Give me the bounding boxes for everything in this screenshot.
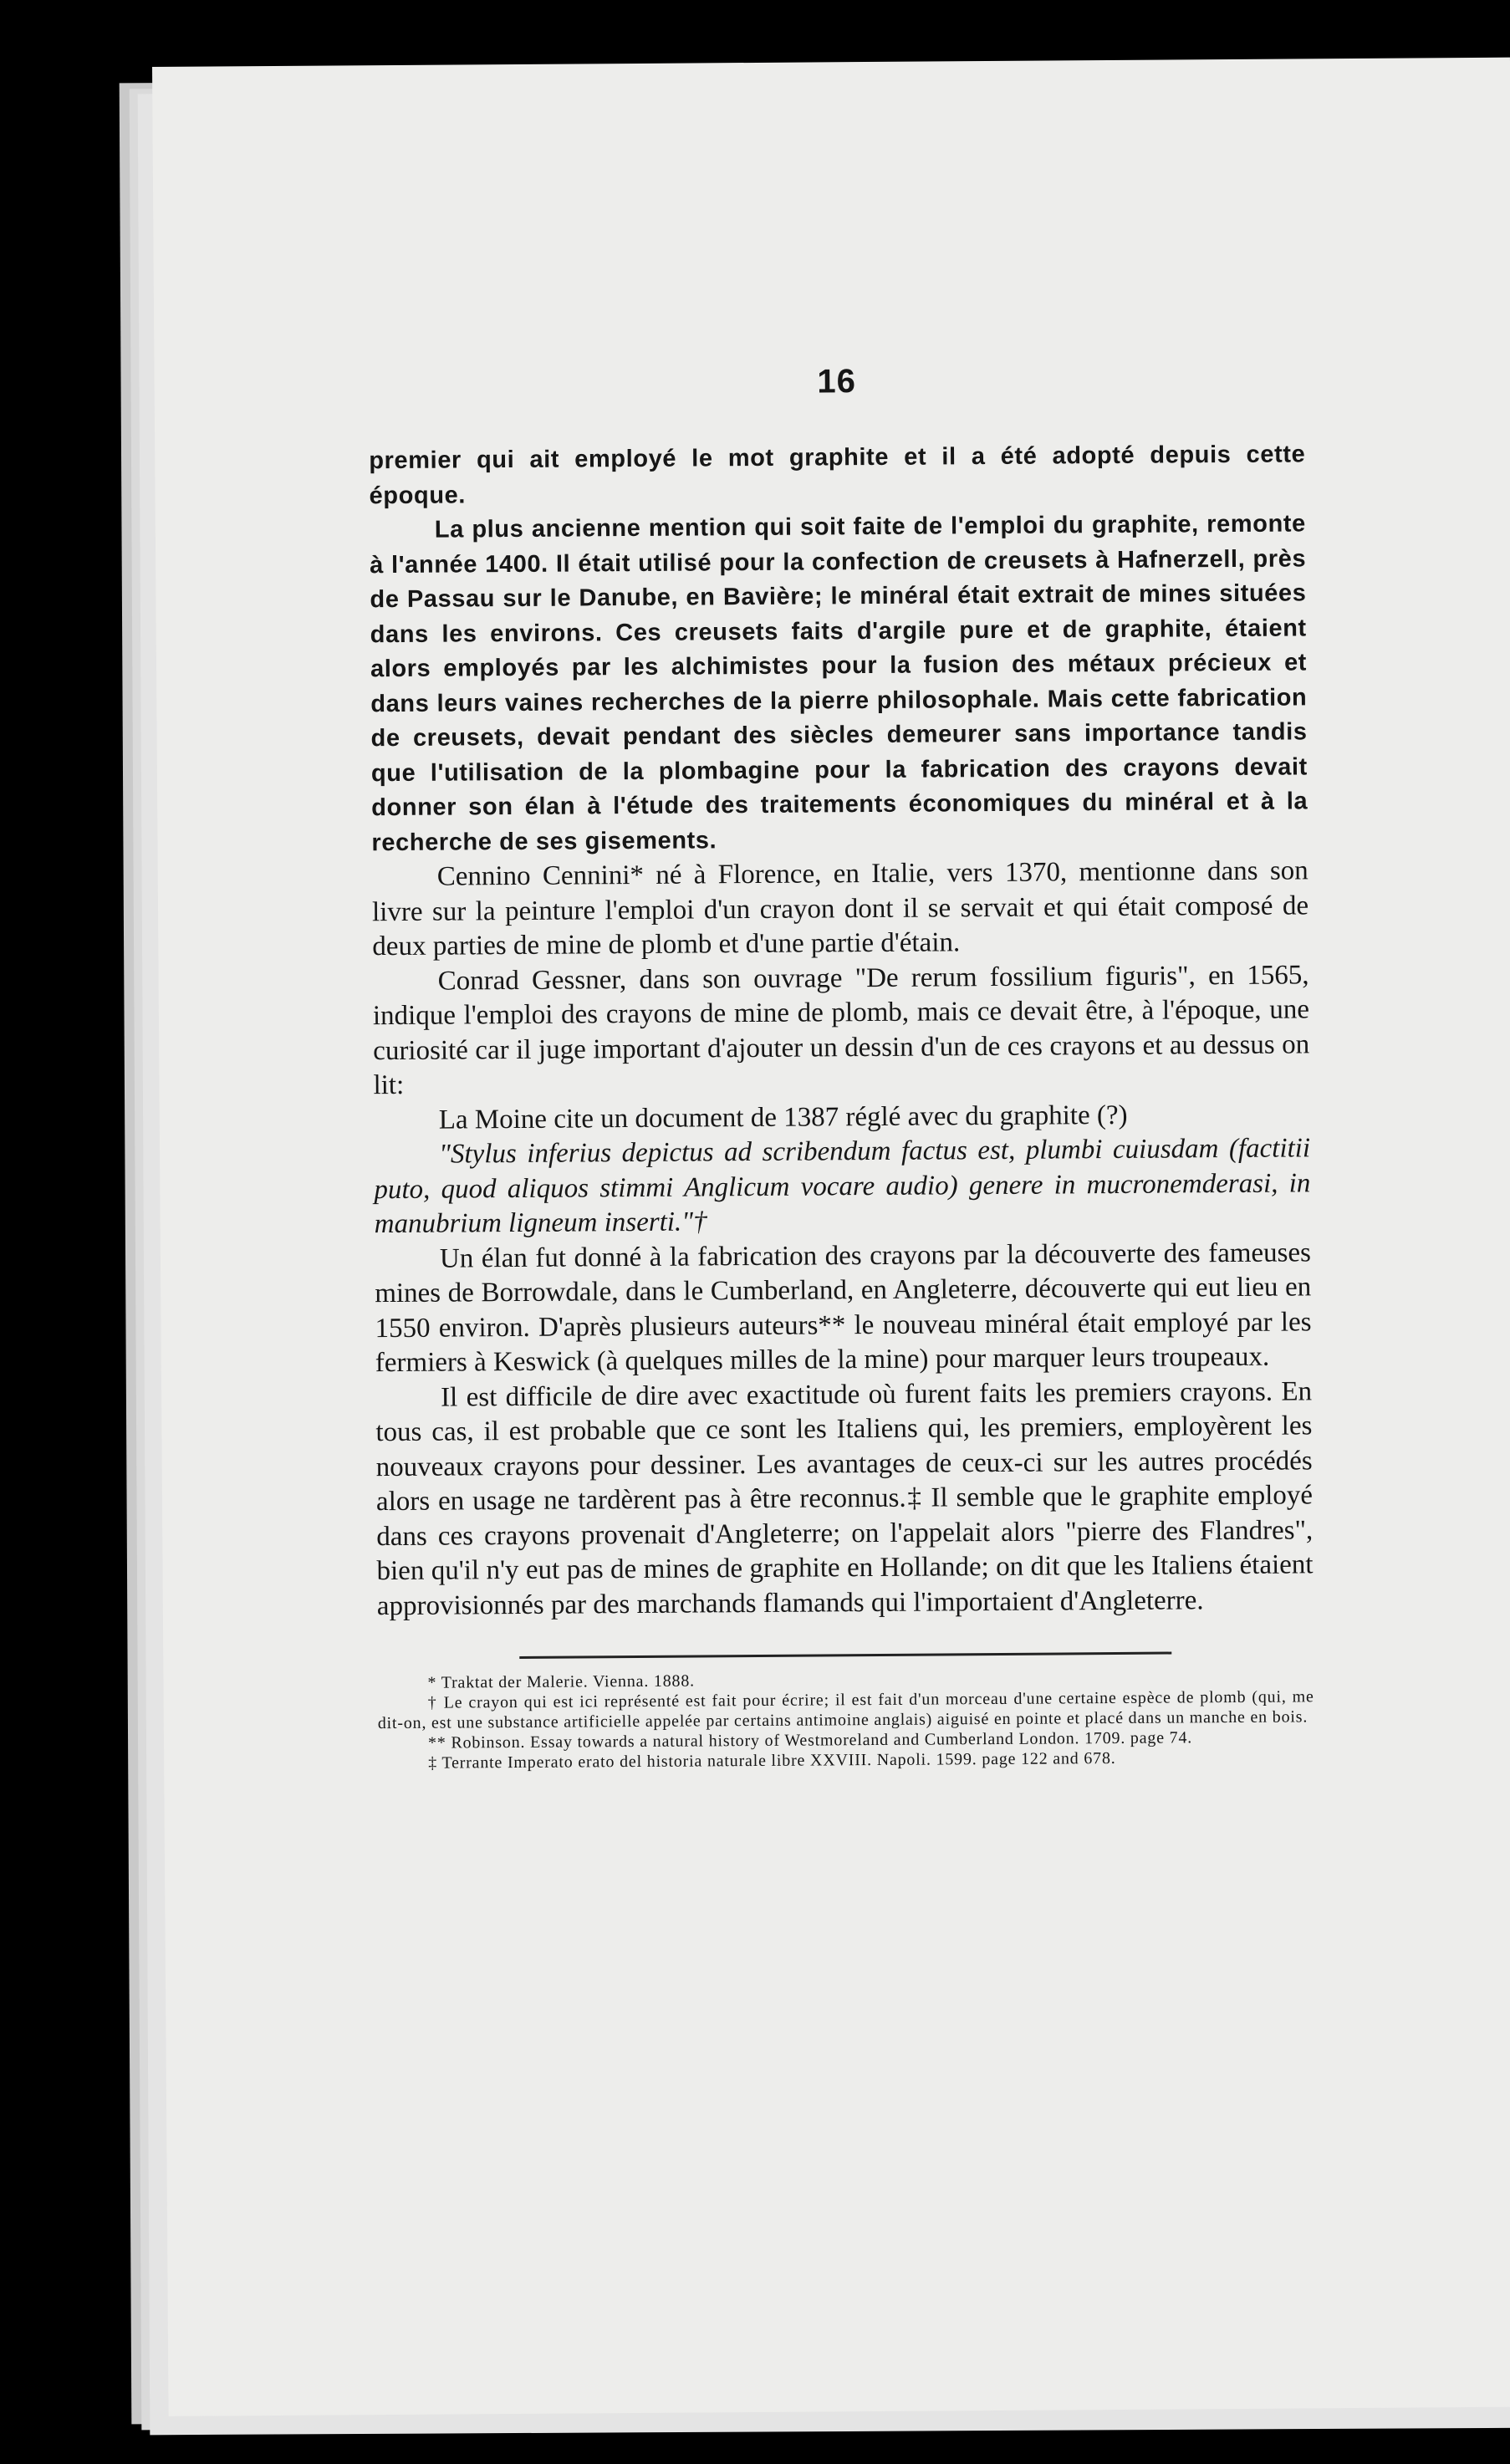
paragraph: Cennino Cennini* né à Florence, en Italie, vers 1370, mentionne dans son livre sur la peinture l'emploi d'un crayon dont il se servait et qui était composé de deux parties de mine de plomb et d'une partie d'étain. xyxy=(371,855,1309,962)
footnote: * Traktat der Malerie. Vienna. 1888. xyxy=(427,1671,695,1692)
footnote: † Le crayon qui est ici représenté est fait pour écrire; il est fait d'un morceau d'une certaine espèce de plomb (qui, me dit-on, est une substance artificielle appelée par certains antimoine anglais) aiguisé en pointe et placé dans un manche en bois. xyxy=(377,1687,1314,1733)
latin-quotation: "Stylus inferius depictus ad scribendum factus est, plumbi cuiusdam (factitii puto, quod aliquos stimmi Anglicum vocare audio) genere in mucronemderasi, in manubrium ligneum inserti."† xyxy=(374,1133,1311,1240)
paragraph: Il est difficile de dire avec exactitude où furent faits les premiers crayons. En tous cas, il est probable que ce sont les Italiens qui, les premiers, employèrent les nouveaux crayons pour dessiner. Les avantages de ceux-ci sur les autres procédés alors en usage ne tardèrent pas à être reconnus.‡ Il semble que le graphite employé dans ces crayons provenait d'Angleterre; on l'appelait alors "pierre des Flandres", bien qu'il n'y eut pas de mines de graphite en Hollande; on dit que les Italiens étaient approvisionnés par des marchands flamands qui l'importaient d'Angleterre. xyxy=(375,1375,1314,1621)
paragraph: premier qui ait employé le mot graphite et il a été adopté depuis cette époque. xyxy=(369,441,1306,509)
paragraph: La Moine cite un document de 1387 réglé avec du graphite (?) xyxy=(438,1099,1128,1135)
paragraph: Un élan fut donné à la fabrication des crayons par la découverte des fameuses mines de Borrowdale, dans le Cumberland, en Angleterre, découverte qui eut lieu en 1550 environ. D'après plusieurs auteurs** le nouveau minéral était employé par les fermiers à Keswick (à quelques milles de la mine) pour marquer leurs troupeaux. xyxy=(375,1237,1312,1379)
footnote: ** Robinson. Essay towards a natural history of Westmoreland and Cumberland London. 1709. page 74. xyxy=(427,1728,1193,1752)
paragraph: La plus ancienne mention qui soit faite de l'emploi du graphite, remonte à l'année 1400. Il était utilisé pour la confection de creusets à Hafnerzell, près de Passau sur le Danube, en Bavière; le minéral était extrait de mines situées dans les environs. Ces creusets faits d'argile pure et de graphite, étaient alors employés par les alchimistes pour la fusion des métaux précieux et dans leurs vaines recherches de la pierre philosophale. Mais cette fabrication de creusets, devait pendant des siècles demeurer sans importance tandis que l'utilisation de la plombagine pour la fabrication des crayons devait donner son élan à l'étude des traitements économiques du minéral et à la recherche de ses gisements. xyxy=(370,510,1308,856)
scanned-page xyxy=(152,58,1510,2416)
paragraph: Conrad Gessner, dans son ouvrage "De rerum fossilium figuris", en 1565, indique l'emploi des crayons de mine de plomb, mais ce devait être, à l'époque, une curiosité car il juge important d'ajouter un dessin d'un de ces crayons et au dessus on lit: xyxy=(372,959,1310,1101)
page-content xyxy=(369,360,1315,1773)
page-number: 16 xyxy=(817,363,857,400)
footnote-divider xyxy=(519,1652,1171,1659)
footnotes xyxy=(377,1666,1314,1773)
footnote: ‡ Terrante Imperato erato del historia naturale libre XXVIII. Napoli. 1599. page 122 and 678. xyxy=(428,1749,1116,1773)
body-text xyxy=(369,437,1314,1624)
